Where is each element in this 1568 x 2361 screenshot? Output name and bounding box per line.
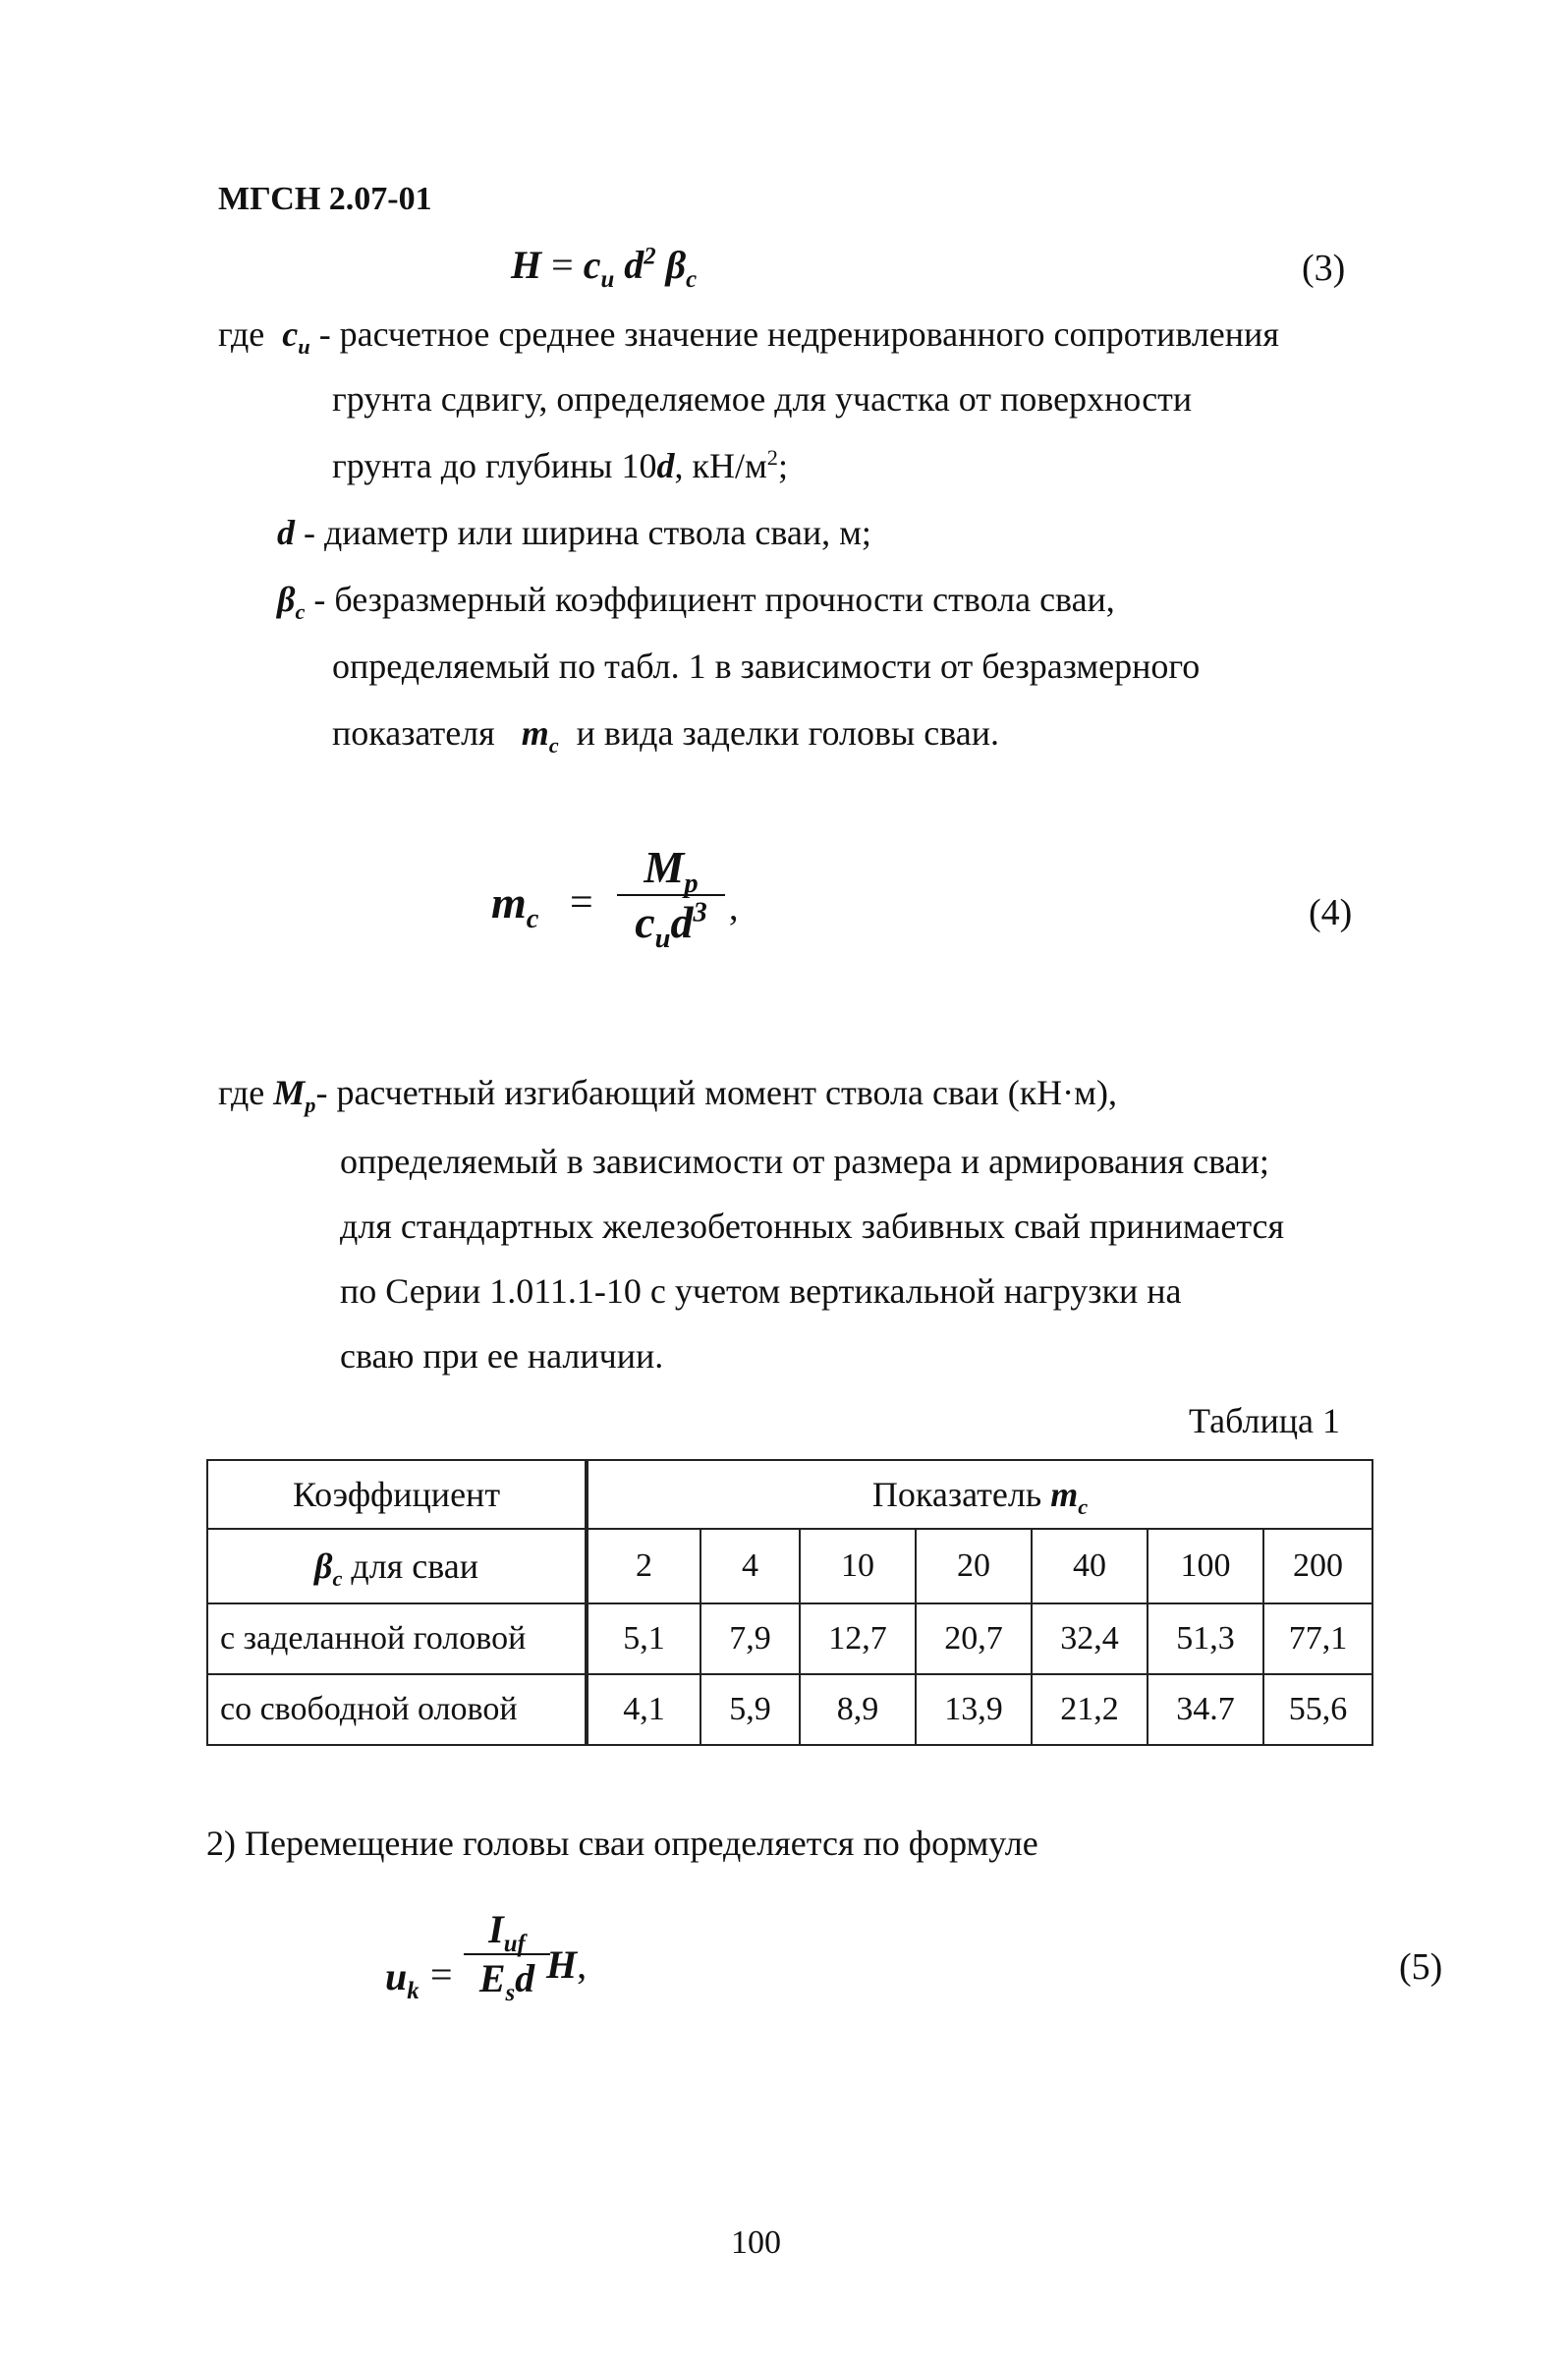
- formula-5-numerator: [464, 1907, 550, 1957]
- formula-5-denominator: [464, 1956, 550, 2006]
- cu-text-3-sup: 2: [766, 445, 778, 470]
- coefficient-table: [206, 1459, 1373, 1746]
- formula-4-equals: =: [570, 880, 593, 926]
- table-column-header: 10: [800, 1529, 916, 1603]
- formula-4-d-sup: 3: [693, 897, 707, 928]
- cu-definition-line-2: грунта сдвигу, определяемое для участка от поверхности: [332, 379, 1193, 419]
- table-cell: 55,6: [1263, 1674, 1372, 1745]
- beta-symbol: β: [277, 580, 296, 619]
- formula-5-E: E: [478, 1956, 506, 2000]
- formula-5-I: I: [488, 1907, 504, 1951]
- table-caption: Таблица 1: [1189, 1401, 1340, 1440]
- beta-text-3b: и вида заделки головы сваи.: [576, 713, 999, 753]
- formula-4-fraction: [617, 842, 725, 955]
- formula-5-u-sub: k: [407, 1978, 420, 2004]
- formula-3-equals: =: [541, 243, 584, 287]
- formula-4-fraction-bar: [617, 894, 725, 896]
- beta-text-3a: показателя: [332, 713, 495, 753]
- beta-definition-line-2: определяемый по табл. 1 в зависимости от безразмерного: [332, 646, 1201, 686]
- formula-4-numerator: [617, 842, 725, 900]
- formula-3-cu-sub: u: [600, 266, 615, 293]
- d-definition: [277, 515, 871, 550]
- section-2-text: 2) Перемещение головы сваи определяется по формуле: [206, 1824, 1038, 1863]
- table-cell: 51,3: [1148, 1603, 1263, 1674]
- formula-4-comma: ,: [729, 887, 739, 928]
- formula-5-I-sub: uf: [503, 1931, 526, 1957]
- table-cell: 21,2: [1032, 1674, 1148, 1745]
- formula-4-number: (4): [1309, 892, 1353, 933]
- formula-4-cu-sub: u: [654, 924, 671, 955]
- cu-definition-line-1: [218, 314, 1279, 360]
- cu-text-3b: , кН/м: [674, 446, 767, 485]
- formula-3-beta: β: [665, 243, 687, 287]
- formula-5-u: u: [385, 1954, 408, 1998]
- formula-3-number: (3): [1302, 248, 1346, 289]
- cu-definition-line-3: [332, 445, 788, 485]
- formula-3-d: d: [624, 243, 644, 287]
- cu-symbol-sub: u: [298, 334, 310, 360]
- table-header-beta-text: для сваи: [342, 1546, 478, 1586]
- formula-3-d-sup: 2: [644, 243, 656, 270]
- table-header-beta-sub: c: [332, 1566, 343, 1592]
- table-header-index-text: Показатель: [871, 1475, 1051, 1514]
- table-column-header: 40: [1032, 1529, 1148, 1603]
- table-header-mc: m: [1050, 1475, 1079, 1514]
- formula-3-beta-sub: c: [686, 266, 698, 293]
- table-header-beta: [207, 1529, 587, 1603]
- cu-text-3-d: d: [656, 446, 675, 485]
- table-row-label: с заделанной головой: [207, 1603, 587, 1674]
- formula-3-cu: c: [583, 243, 601, 287]
- formula-3-lhs: H: [511, 243, 542, 287]
- cu-symbol: c: [282, 314, 299, 354]
- formula-4-m: m: [491, 877, 527, 928]
- formula-4-cu: c: [635, 897, 655, 947]
- table-header-index: [587, 1460, 1372, 1529]
- table-column-header: 20: [916, 1529, 1032, 1603]
- table-column-header: 100: [1148, 1529, 1263, 1603]
- cu-text-3a: грунта до глубины 10: [332, 446, 657, 485]
- table-cell: 77,1: [1263, 1603, 1372, 1674]
- table-column-header: 200: [1263, 1529, 1372, 1603]
- table-cell: 12,7: [800, 1603, 916, 1674]
- mp-definition-line-1: [218, 1073, 1117, 1118]
- table-cell: 32,4: [1032, 1603, 1148, 1674]
- mp-definition-line-4: по Серии 1.011.1-10 с учетом вертикальной нагрузки на: [340, 1271, 1182, 1311]
- mc-symbol: m: [521, 713, 549, 753]
- table-row: [207, 1674, 1372, 1745]
- formula-5-d: d: [515, 1956, 535, 2000]
- table-cell: 7,9: [700, 1603, 800, 1674]
- table-row-label: со свободной оловой: [207, 1674, 587, 1745]
- formula-3: [511, 243, 698, 293]
- formula-5-H: H: [546, 1942, 578, 1987]
- formula-5-equals: =: [430, 1952, 453, 1996]
- formula-4-denominator: [617, 897, 725, 955]
- beta-definition-line-3: [332, 713, 999, 759]
- mc-symbol-sub: c: [548, 733, 559, 759]
- table-header-mc-sub: c: [1078, 1494, 1089, 1520]
- beta-symbol-sub: c: [295, 599, 306, 625]
- table-cell: 4,1: [587, 1674, 700, 1745]
- table-column-header: 4: [700, 1529, 800, 1603]
- formula-4-Mp: M: [644, 842, 685, 892]
- formula-5-comma: ,: [577, 1942, 588, 1987]
- formula-5-fraction: [464, 1907, 550, 2006]
- formula-4-m-sub: c: [526, 904, 539, 935]
- document-code: МГСН 2.07-01: [218, 181, 432, 217]
- mp-definition-line-5: сваю при ее наличии.: [340, 1336, 664, 1376]
- defs1-intro: где: [218, 314, 265, 354]
- cu-text-3c: ;: [777, 446, 788, 485]
- formula-5-number: (5): [1399, 1946, 1443, 1988]
- table-cell: 20,7: [916, 1603, 1032, 1674]
- d-symbol: d: [277, 513, 295, 552]
- beta-text-1: - безразмерный коэффициент прочности ствола сваи,: [313, 580, 1115, 619]
- formula-5-tail: [546, 1942, 588, 1987]
- table-cell: 8,9: [800, 1674, 916, 1745]
- defs2-intro: где: [218, 1073, 265, 1112]
- table-column-header: 2: [587, 1529, 700, 1603]
- table-cell: 34.7: [1148, 1674, 1263, 1745]
- table-cell: 5,9: [700, 1674, 800, 1745]
- table-header-beta-sym: β: [314, 1546, 333, 1586]
- mp-definition-line-2: определяемый в зависимости от размера и армирования сваи;: [340, 1142, 1269, 1181]
- formula-5-E-sub: s: [505, 1980, 516, 2006]
- cu-text-1: - расчетное среднее значение недренированного сопротивления: [318, 314, 1279, 354]
- table-row: [207, 1603, 1372, 1674]
- table-header-coefficient: Коэффициент: [207, 1460, 587, 1529]
- formula-4-d: d: [670, 897, 694, 947]
- beta-definition-line-1: [277, 580, 1115, 625]
- formula-4-Mp-sub: p: [684, 869, 699, 900]
- mp-text-1: - расчетный изгибающий момент ствола сваи (кН·м),: [315, 1073, 1117, 1112]
- formula-5-lhs: [385, 1954, 420, 2004]
- mp-symbol-sub: p: [305, 1093, 316, 1118]
- mp-symbol: M: [273, 1073, 306, 1112]
- page-number: 100: [731, 2224, 781, 2261]
- mp-definition-line-3: для стандартных железобетонных забивных свай принимается: [340, 1207, 1285, 1246]
- formula-4-lhs: [491, 877, 539, 935]
- table-cell: 13,9: [916, 1674, 1032, 1745]
- d-text: - диаметр или ширина ствола сваи, м;: [304, 513, 871, 552]
- table-cell: 5,1: [587, 1603, 700, 1674]
